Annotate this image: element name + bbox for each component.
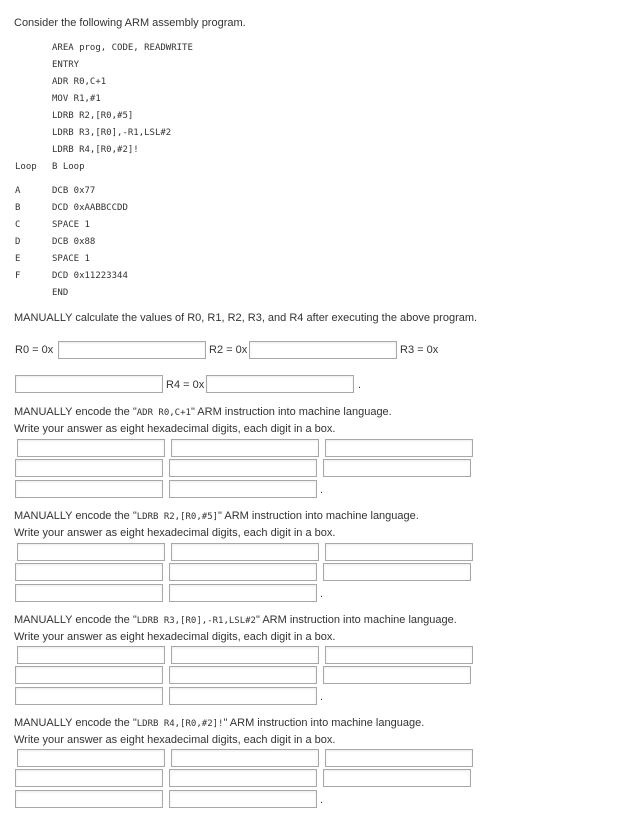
code-line: DCD 0xAABBCCDD — [52, 203, 128, 213]
hex-digit-input[interactable] — [15, 480, 163, 498]
code-label: F — [15, 271, 21, 281]
code-label: Loop — [15, 162, 37, 172]
code-label: A — [15, 186, 21, 196]
hex-digit-input[interactable] — [15, 687, 163, 705]
hex-digit-input[interactable] — [15, 584, 163, 602]
r3-input[interactable] — [15, 375, 163, 393]
r3-label: R3 = 0x — [400, 344, 439, 356]
hex-digit-input[interactable] — [17, 439, 165, 457]
hex-digit-input[interactable] — [169, 459, 317, 477]
code-line: DCD 0x11223344 — [52, 271, 128, 281]
instruction-code: LDRB R3,[R0],-R1,LSL#2 — [136, 616, 256, 626]
hex-digit-input[interactable] — [169, 584, 317, 602]
hex-digit-input[interactable] — [15, 769, 163, 787]
hex-digit-input[interactable] — [15, 666, 163, 684]
code-line: ENTRY — [52, 60, 80, 70]
period: . — [320, 588, 324, 600]
code-line: SPACE 1 — [52, 220, 90, 230]
encode-hint: Write your answer as eight hexadecimal digits, each digit in a box. — [14, 631, 336, 643]
code-line: SPACE 1 — [52, 254, 90, 264]
code-line: END — [52, 288, 69, 298]
hex-digit-input[interactable] — [325, 646, 473, 664]
hex-digit-input[interactable] — [171, 749, 319, 767]
r0-input[interactable] — [58, 341, 206, 359]
code-line: LDRB R4,[R0,#2]! — [52, 145, 139, 155]
hex-digit-input[interactable] — [15, 563, 163, 581]
hex-digit-input[interactable] — [171, 439, 319, 457]
hex-digit-input[interactable] — [323, 769, 471, 787]
hex-digit-input[interactable] — [15, 790, 163, 808]
code-line: DCB 0x77 — [52, 186, 96, 196]
r0-label: R0 = 0x — [15, 344, 54, 356]
period: . — [320, 794, 324, 806]
hex-digit-input[interactable] — [17, 543, 165, 561]
hex-digit-input[interactable] — [169, 687, 317, 705]
instruction-code: ADR R0,C+1 — [136, 408, 191, 418]
hex-digit-input[interactable] — [169, 769, 317, 787]
hex-digit-input[interactable] — [325, 439, 473, 457]
code-line: B Loop — [52, 162, 85, 172]
code-line: AREA prog, CODE, READWRITE — [52, 43, 193, 53]
r2-input[interactable] — [249, 341, 397, 359]
encode-prompt: MANUALLY encode the "LDRB R2,[R0,#5]" ARM instruction into machine language. — [14, 510, 419, 522]
r4-input[interactable] — [206, 375, 354, 393]
hex-digit-input[interactable] — [171, 646, 319, 664]
instruction-code: LDRB R2,[R0,#5] — [136, 512, 219, 522]
hex-digit-input[interactable] — [323, 459, 471, 477]
r4-label: R4 = 0x — [166, 379, 205, 391]
instruction-code: LDRB R4,[R0,#2]! — [136, 719, 224, 729]
code-line: ADR R0,C+1 — [52, 77, 107, 87]
question-intro: Consider the following ARM assembly program. — [14, 17, 246, 29]
period: . — [320, 484, 324, 496]
code-line: LDRB R3,[R0],-R1,LSL#2 — [52, 128, 172, 138]
code-label: E — [15, 254, 21, 264]
encode-prompt: MANUALLY encode the "ADR R0,C+1" ARM instruction into machine language. — [14, 406, 392, 418]
hex-digit-input[interactable] — [323, 666, 471, 684]
period: . — [320, 691, 324, 703]
hex-digit-input[interactable] — [17, 646, 165, 664]
code-line: LDRB R2,[R0,#5] — [52, 111, 134, 121]
period: . — [358, 379, 362, 391]
code-label: B — [15, 203, 21, 213]
hex-digit-input[interactable] — [169, 790, 317, 808]
encode-prompt: MANUALLY encode the "LDRB R4,[R0,#2]!" ARM instruction into machine language. — [14, 717, 425, 729]
encode-prompt: MANUALLY encode the "LDRB R3,[R0],-R1,LSL#2" ARM instruction into machine language. — [14, 614, 457, 626]
encode-hint: Write your answer as eight hexadecimal digits, each digit in a box. — [14, 527, 336, 539]
code-label: D — [15, 237, 21, 247]
hex-digit-input[interactable] — [323, 563, 471, 581]
hex-digit-input[interactable] — [169, 480, 317, 498]
hex-digit-input[interactable] — [171, 543, 319, 561]
hex-digit-input[interactable] — [169, 563, 317, 581]
hex-digit-input[interactable] — [325, 543, 473, 561]
r2-label: R2 = 0x — [209, 344, 248, 356]
hex-digit-input[interactable] — [325, 749, 473, 767]
hex-digit-input[interactable] — [15, 459, 163, 477]
calc-prompt: MANUALLY calculate the values of R0, R1, R2, R3, and R4 after executing the above program. — [14, 312, 478, 324]
code-line: MOV R1,#1 — [52, 94, 101, 104]
encode-hint: Write your answer as eight hexadecimal digits, each digit in a box. — [14, 423, 336, 435]
code-line: DCB 0x88 — [52, 237, 96, 247]
hex-digit-input[interactable] — [169, 666, 317, 684]
encode-hint: Write your answer as eight hexadecimal digits, each digit in a box. — [14, 734, 336, 746]
code-label: C — [15, 220, 21, 230]
hex-digit-input[interactable] — [17, 749, 165, 767]
